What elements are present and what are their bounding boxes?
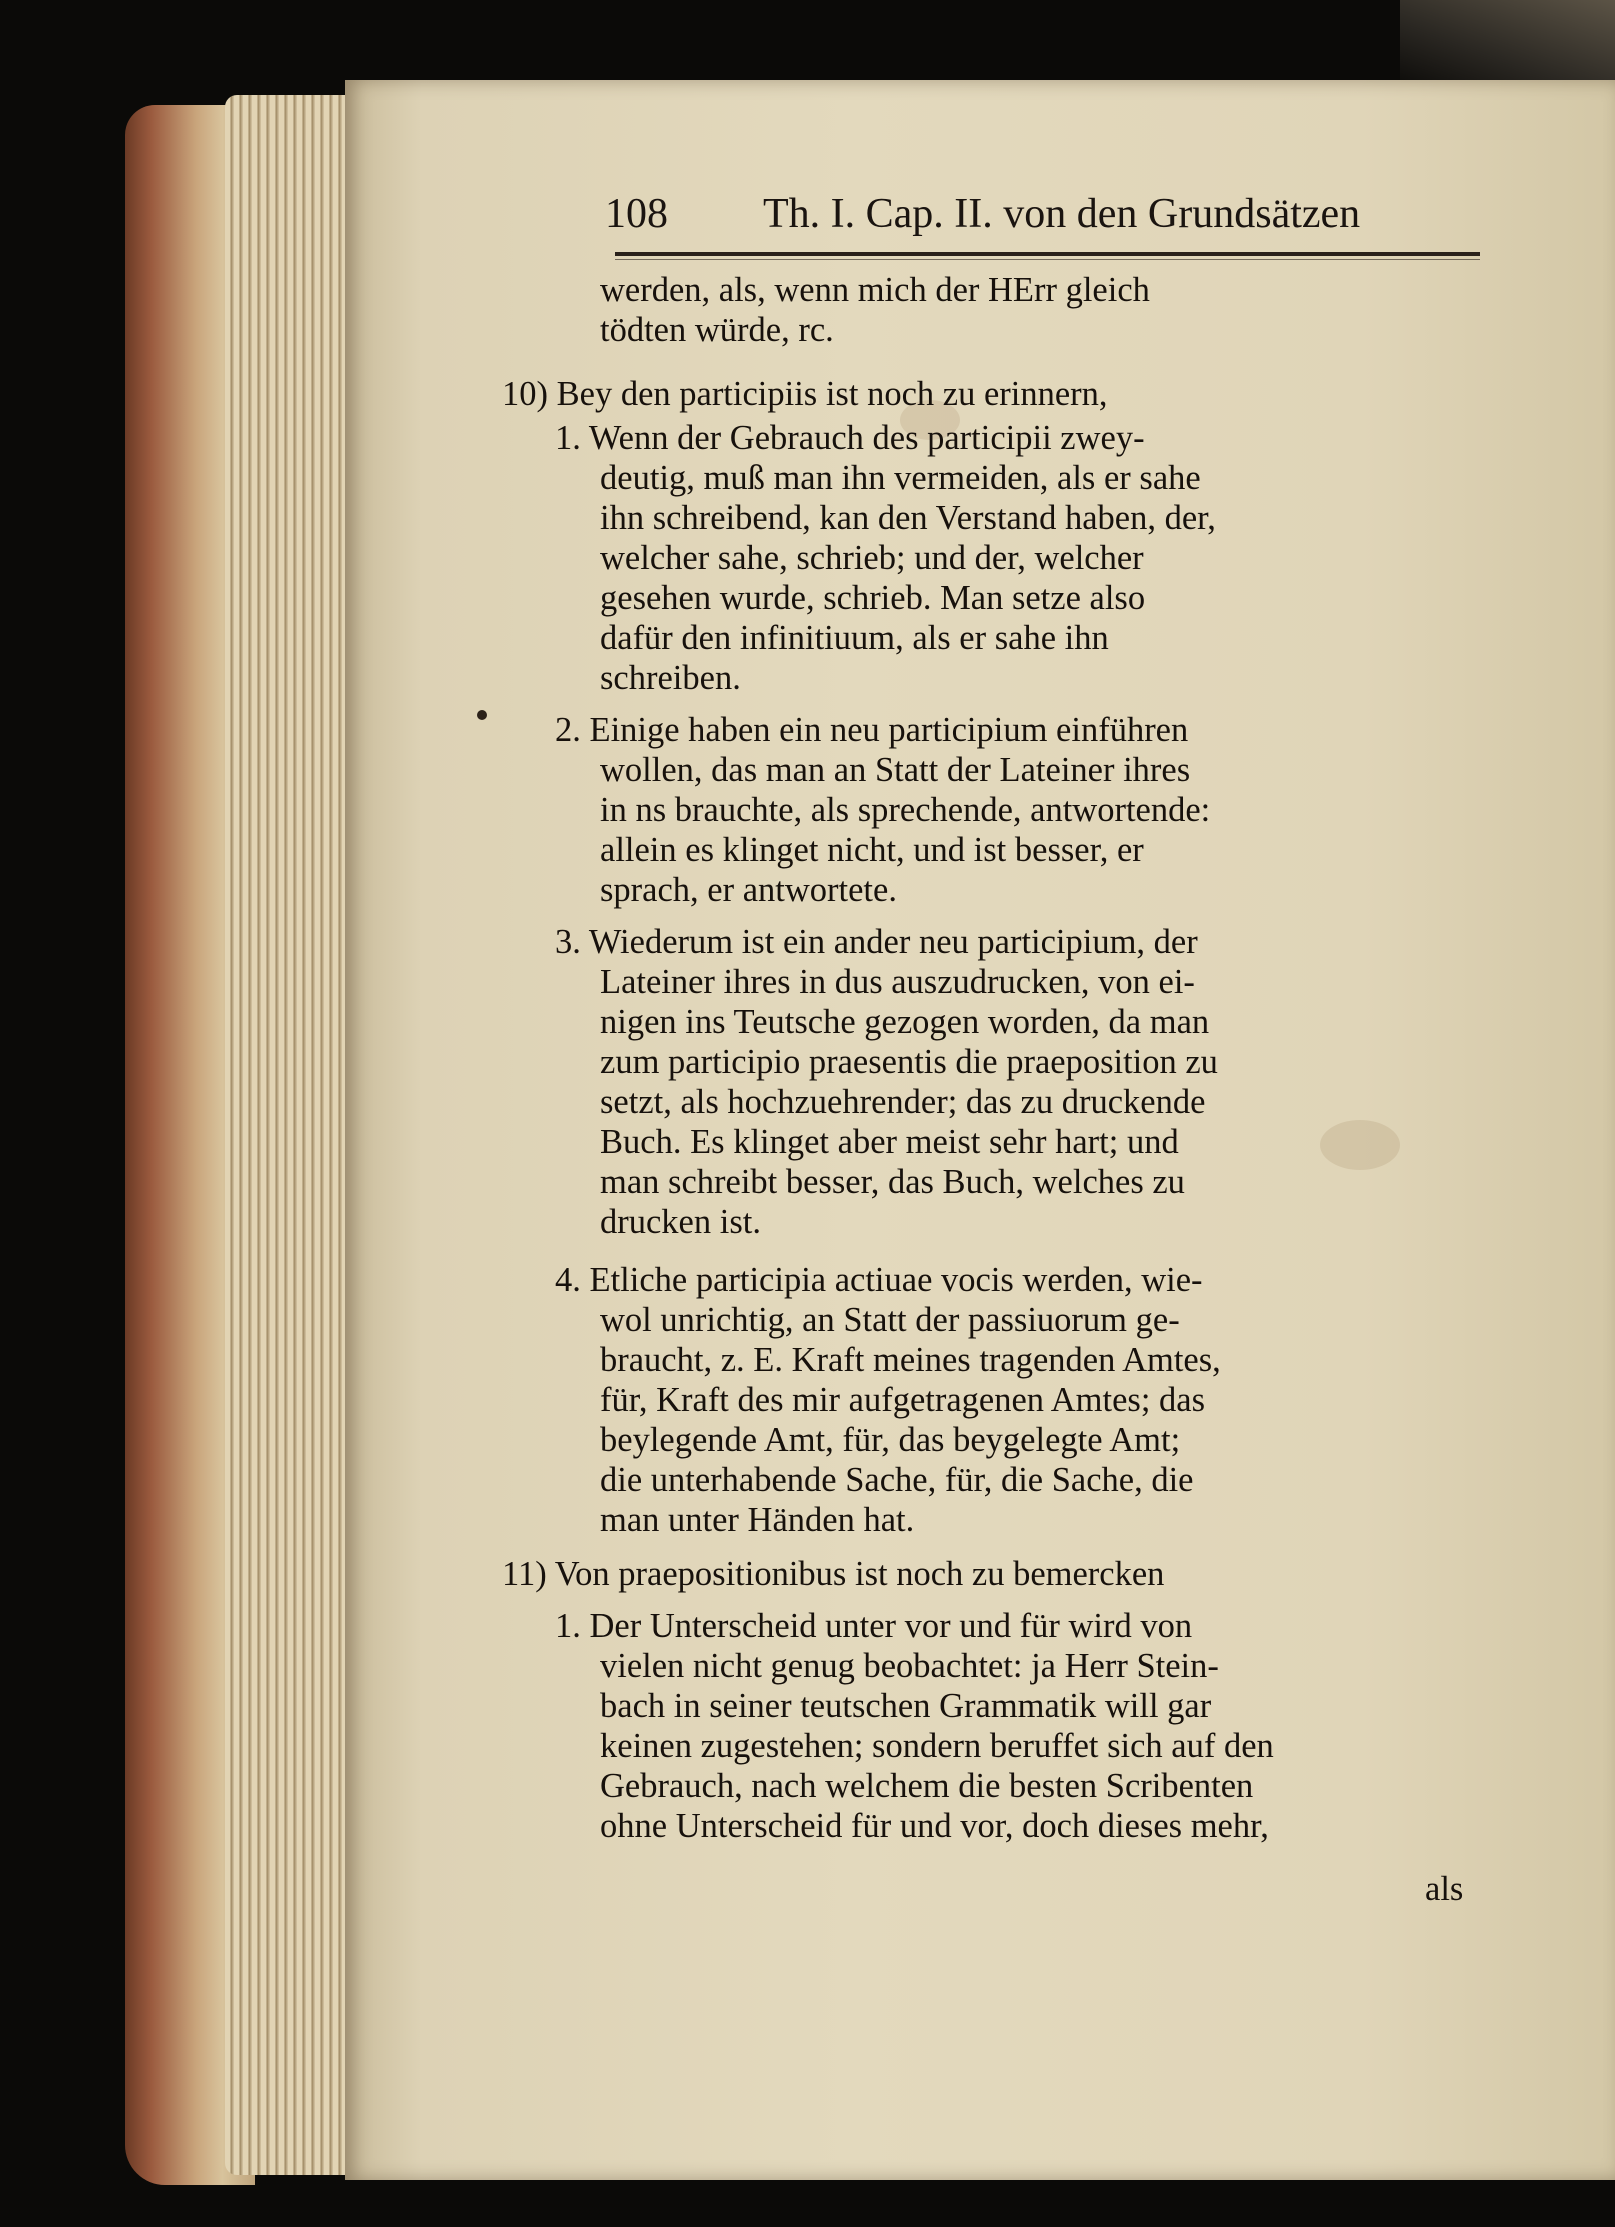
running-title: Th. I. Cap. II. von den Grundsätzen [763,191,1361,237]
text-line: zum participio praesentis die praeposition zu [600,1043,1218,1081]
text-line: braucht, z. E. Kraft meines tragenden Amtes, [600,1341,1221,1379]
text-line: 10) Bey den participiis ist noch zu erinnern, [502,375,1108,413]
text-line: man schreibt besser, das Buch, welches zu [600,1163,1185,1201]
text-line: keinen zugestehen; sondern beruffet sich auf den [600,1727,1274,1765]
text-line: 2. Einige haben ein neu participium einführen [555,711,1189,749]
text-line: drucken ist. [600,1203,761,1241]
text-line: bach in seiner teutschen Grammatik will gar [600,1687,1212,1725]
text-line: allein es klinget nicht, und ist besser, er [600,831,1144,869]
text-line: wol unrichtig, an Statt der passiuorum ge- [600,1301,1180,1339]
text-line: 1. Wenn der Gebrauch des participii zwey- [555,419,1145,457]
text-line: gesehen wurde, schrieb. Man setze also [600,579,1146,617]
text-line: 4. Etliche participia actiuae vocis werden, wie- [555,1261,1203,1299]
text-line: vielen nicht genug beobachtet: ja Herr Stein- [600,1647,1219,1685]
text-line: in ns brauchte, als sprechende, antwortende: [600,791,1211,829]
text-line: nigen ins Teutsche gezogen worden, da man [600,1003,1210,1041]
header-rule-thin [615,259,1480,260]
text-line: setzt, als hochzuehrender; das zu druckende [600,1083,1206,1121]
text-line: Lateiner ihres in dus auszudrucken, von ei- [600,963,1195,1001]
text-line: 1. Der Unterscheid unter vor und für wird von [555,1607,1193,1645]
text-line: schreiben. [600,659,741,697]
page-stack [225,95,355,2175]
text-line: sprach, er antwortete. [600,871,897,909]
text-line: ihn schreibend, kan den Verstand haben, der, [600,499,1216,537]
text-line: beylegende Amt, für, das beygelegte Amt; [600,1421,1181,1459]
text-line: 3. Wiederum ist ein ander neu participium, der [555,923,1198,961]
text-line: 11) Von praepositionibus ist noch zu bemercken [502,1555,1165,1593]
text-line: tödten würde, rc. [600,311,834,349]
text-line: man unter Händen hat. [600,1501,915,1539]
page-number: 108 [605,191,668,237]
text-line: werden, als, wenn mich der HErr gleich [600,271,1150,309]
header-rule [615,252,1480,256]
text-line: ohne Unterscheid für und vor, doch dieses mehr, [600,1807,1269,1845]
text-line: Gebrauch, nach welchem die besten Scribenten [600,1767,1254,1805]
text-line: für, Kraft des mir aufgetragenen Amtes; das [600,1381,1206,1419]
ink-dot [477,710,487,720]
catchword: als [1425,1870,1464,1908]
text-line: welcher sahe, schrieb; und der, welcher [600,539,1144,577]
text-line: Buch. Es klinget aber meist sehr hart; und [600,1123,1179,1161]
text-line: wollen, das man an Statt der Lateiner ihres [600,751,1191,789]
text-line: die unterhabende Sache, für, die Sache, die [600,1461,1194,1499]
text-line: dafür den infinitiuum, als er sahe ihn [600,619,1109,657]
foxing-spot [1320,1120,1400,1170]
corner-shadow [1400,0,1615,90]
text-line: deutig, muß man ihn vermeiden, als er sahe [600,459,1201,497]
running-header [605,190,1485,240]
